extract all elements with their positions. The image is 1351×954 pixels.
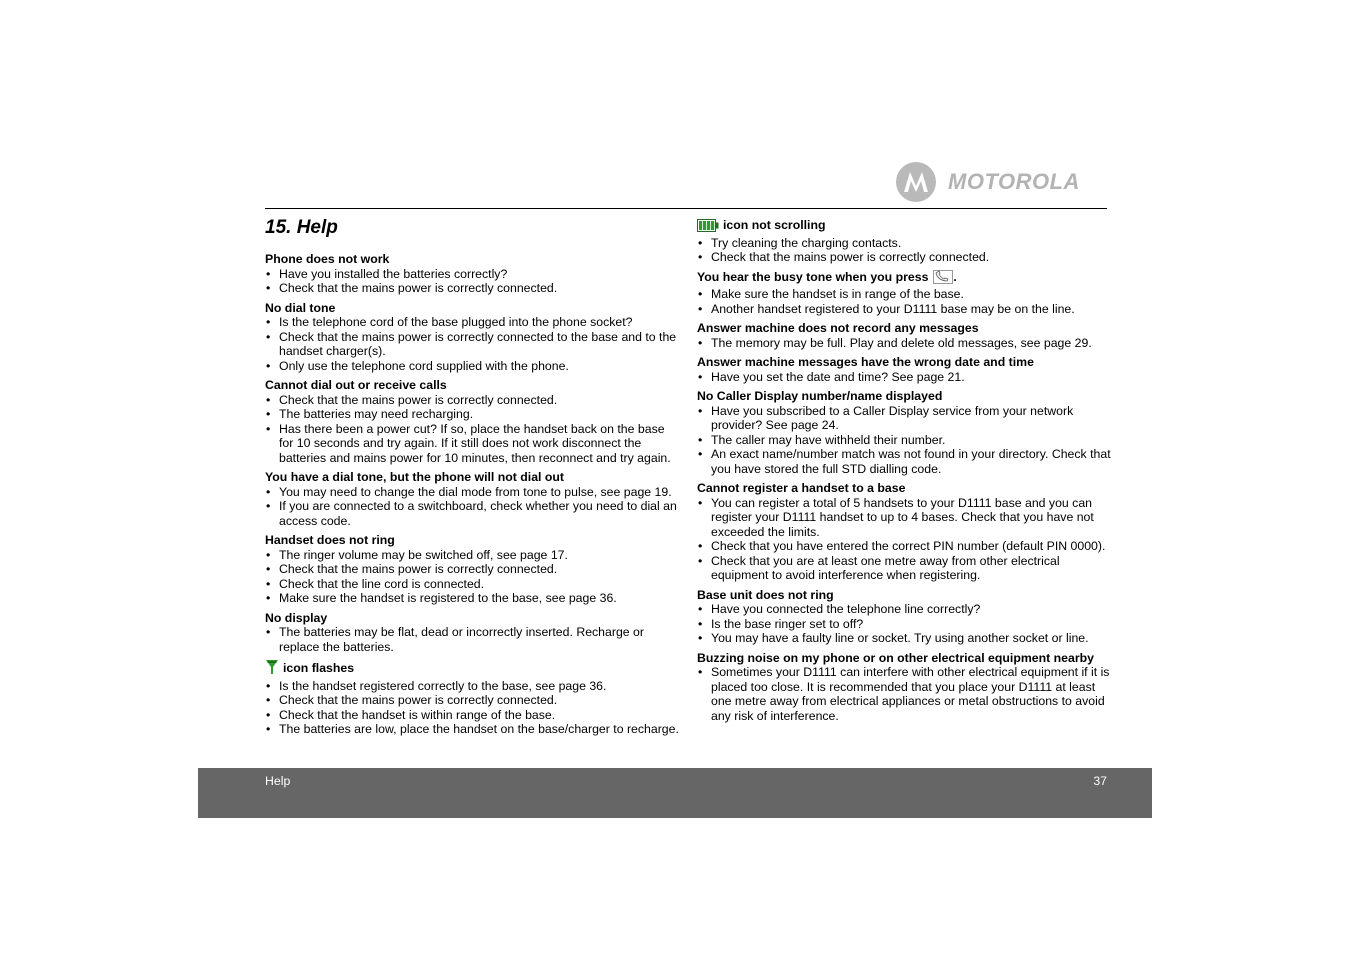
section-heading [265, 301, 680, 316]
list-item: • Check that you have entered the correct PIN number (default PIN 0000). [697, 539, 1111, 554]
list-item: • Check that the mains power is correctly connected to the base and to the handset charger(s). [265, 330, 680, 359]
list-item: • Check that the mains power is correctly connected. [265, 281, 680, 296]
bullet-list [265, 393, 680, 466]
section-heading-text: Cannot register a handset to a base [697, 481, 906, 495]
list-item: • Check that you are at least one metre away from other electrical equipment to avoid interference when registering. [697, 554, 1111, 583]
list-item: • Check that the mains power is correctly connected. [265, 393, 680, 408]
list-item: • Is the handset registered correctly to the base, see page 36. [265, 679, 680, 694]
left-sections [265, 252, 680, 737]
section-heading-text: Base unit does not ring [697, 587, 834, 602]
section-heading [265, 659, 680, 679]
footer-page-number: 37 [1093, 774, 1107, 788]
bullet-list [265, 315, 680, 373]
bullet-list [697, 665, 1111, 723]
list-item: • The caller may have withheld their number. [697, 433, 1111, 448]
section-heading [265, 611, 680, 626]
page-title: 15. Help [265, 217, 338, 238]
help-section [265, 533, 680, 606]
help-section [697, 588, 1111, 646]
section-heading-text: Buzzing noise on my phone or on other electrical equipment nearby [697, 650, 1094, 665]
list-item: • You may need to change the dial mode from tone to pulse, see page 19. [265, 485, 680, 500]
list-item: • The memory may be full. Play and delete old messages, see page 29. [697, 336, 1111, 351]
section-heading-text: Handset does not ring [265, 533, 395, 547]
section-heading [697, 270, 1111, 288]
antenna-icon [265, 659, 279, 679]
help-section [697, 355, 1111, 384]
section-heading-text: No Caller Display number/name displayed [697, 389, 943, 403]
list-item: • Another handset registered to your D1111 base may be on the line. [697, 302, 1111, 317]
list-item: • Have you connected the telephone line correctly? [697, 602, 1111, 617]
list-item: • Try cleaning the charging contacts. [697, 236, 1111, 251]
list-item: • If you are connected to a switchboard, check whether you need to dial an access code. [265, 499, 680, 528]
battery-icon [697, 219, 719, 236]
motorola-batwing-icon [896, 162, 936, 202]
section-heading [697, 651, 1111, 666]
bullet-list [697, 496, 1111, 583]
section-heading [697, 218, 1111, 236]
section-heading [697, 321, 1111, 336]
bullet-list [697, 404, 1111, 477]
bullet-list [265, 267, 680, 296]
section-heading-text: Phone does not work [265, 252, 390, 266]
list-item: • Check that the handset is within range of the base. [265, 708, 680, 723]
help-section [697, 270, 1111, 317]
bullet-list [265, 548, 680, 606]
brand-name: MOTOROLA [948, 169, 1080, 194]
section-heading [265, 252, 680, 267]
section-heading-text: You hear the busy tone when you press [697, 269, 929, 284]
section-heading-text: Cannot dial out or receive calls [265, 378, 447, 392]
list-item: • You can register a total of 5 handsets to your D1111 base and you can register your D1111 handset to up to 4 bases. Check that you have not exceeded the limits. [697, 496, 1111, 540]
footer-section-name: Help [265, 774, 291, 788]
help-section [697, 651, 1111, 724]
section-heading-text: You have a dial tone, but the phone will not dial out [265, 470, 564, 484]
bullet-list [697, 236, 1111, 265]
section-heading [265, 533, 680, 548]
list-item: • The batteries may need recharging. [265, 407, 680, 422]
list-item: • An exact name/number match was not found in your directory. Check that you have stored the full STD dialling code. [697, 447, 1111, 476]
list-item: • Have you set the date and time? See page 21. [697, 370, 1111, 385]
help-section [697, 321, 1111, 350]
list-item: • The batteries may be flat, dead or incorrectly inserted. Recharge or replace the batteries. [265, 625, 680, 654]
list-item: • Sometimes your D1111 can interfere with other electrical equipment if it is placed too close. It is recommended that you place your D1111 at least one metre away from electrical appliances or metal obstructions to avoid any risk of interference. [697, 665, 1111, 723]
section-heading-text: icon flashes [283, 661, 355, 675]
motorola-logo [896, 162, 1108, 204]
help-section [697, 389, 1111, 476]
section-heading-text: Answer machine does not record any messages [697, 321, 979, 335]
bullet-list [265, 679, 680, 737]
right-column [697, 218, 1111, 728]
section-heading-text: icon not scrolling [723, 218, 826, 232]
list-item: • Have you installed the batteries correctly? [265, 267, 680, 282]
section-heading-text: No dial tone [265, 300, 336, 315]
list-item: • Has there been a power cut? If so, place the handset back on the base for 10 seconds and try again. If it still does not work disconnect the batteries and mains power for 10 minutes, then reconnect and try again. [265, 422, 680, 466]
bullet-list [697, 287, 1111, 316]
right-sections [697, 218, 1111, 723]
help-section [265, 301, 680, 374]
header-rule [265, 208, 1107, 209]
list-item: • Check that the mains power is correctly connected. [265, 562, 680, 577]
talk-key-icon [933, 270, 953, 288]
list-item: • Check that the mains power is correctly connected. [265, 693, 680, 708]
help-section [265, 611, 680, 655]
heading-suffix: . [953, 269, 957, 284]
help-section [265, 252, 680, 296]
list-item: • Is the base ringer set to off? [697, 617, 1111, 632]
list-item: • Only use the telephone cord supplied with the phone. [265, 359, 680, 374]
list-item: • Is the telephone cord of the base plugged into the phone socket? [265, 315, 680, 330]
bullet-list [697, 602, 1111, 646]
section-heading [697, 588, 1111, 603]
help-section [697, 218, 1111, 265]
help-section [697, 481, 1111, 583]
section-heading [697, 481, 1111, 496]
left-column [265, 216, 680, 742]
section-heading [697, 355, 1111, 370]
page-footer [198, 768, 1152, 818]
list-item: • You may have a faulty line or socket. Try using another socket or line. [697, 631, 1111, 646]
section-heading [265, 378, 680, 393]
help-section [265, 470, 680, 528]
help-section [265, 659, 680, 737]
bullet-list [697, 370, 1111, 385]
section-heading-text: Answer machine messages have the wrong date and time [697, 355, 1034, 369]
list-item: • The batteries are low, place the handset on the base/charger to recharge. [265, 722, 680, 737]
section-heading [697, 389, 1111, 404]
bullet-list [265, 485, 680, 529]
bullet-list [697, 336, 1111, 351]
list-item: • Check that the line cord is connected. [265, 577, 680, 592]
list-item: • Have you subscribed to a Caller Display service from your network provider? See page 24. [697, 404, 1111, 433]
section-heading-text: No display [265, 610, 328, 625]
section-heading [265, 470, 680, 485]
list-item: • Make sure the handset is in range of the base. [697, 287, 1111, 302]
list-item: • The ringer volume may be switched off, see page 17. [265, 548, 680, 563]
bullet-list [265, 625, 680, 654]
list-item: • Make sure the handset is registered to the base, see page 36. [265, 591, 680, 606]
list-item: • Check that the mains power is correctly connected. [697, 250, 1111, 265]
help-section [265, 378, 680, 465]
